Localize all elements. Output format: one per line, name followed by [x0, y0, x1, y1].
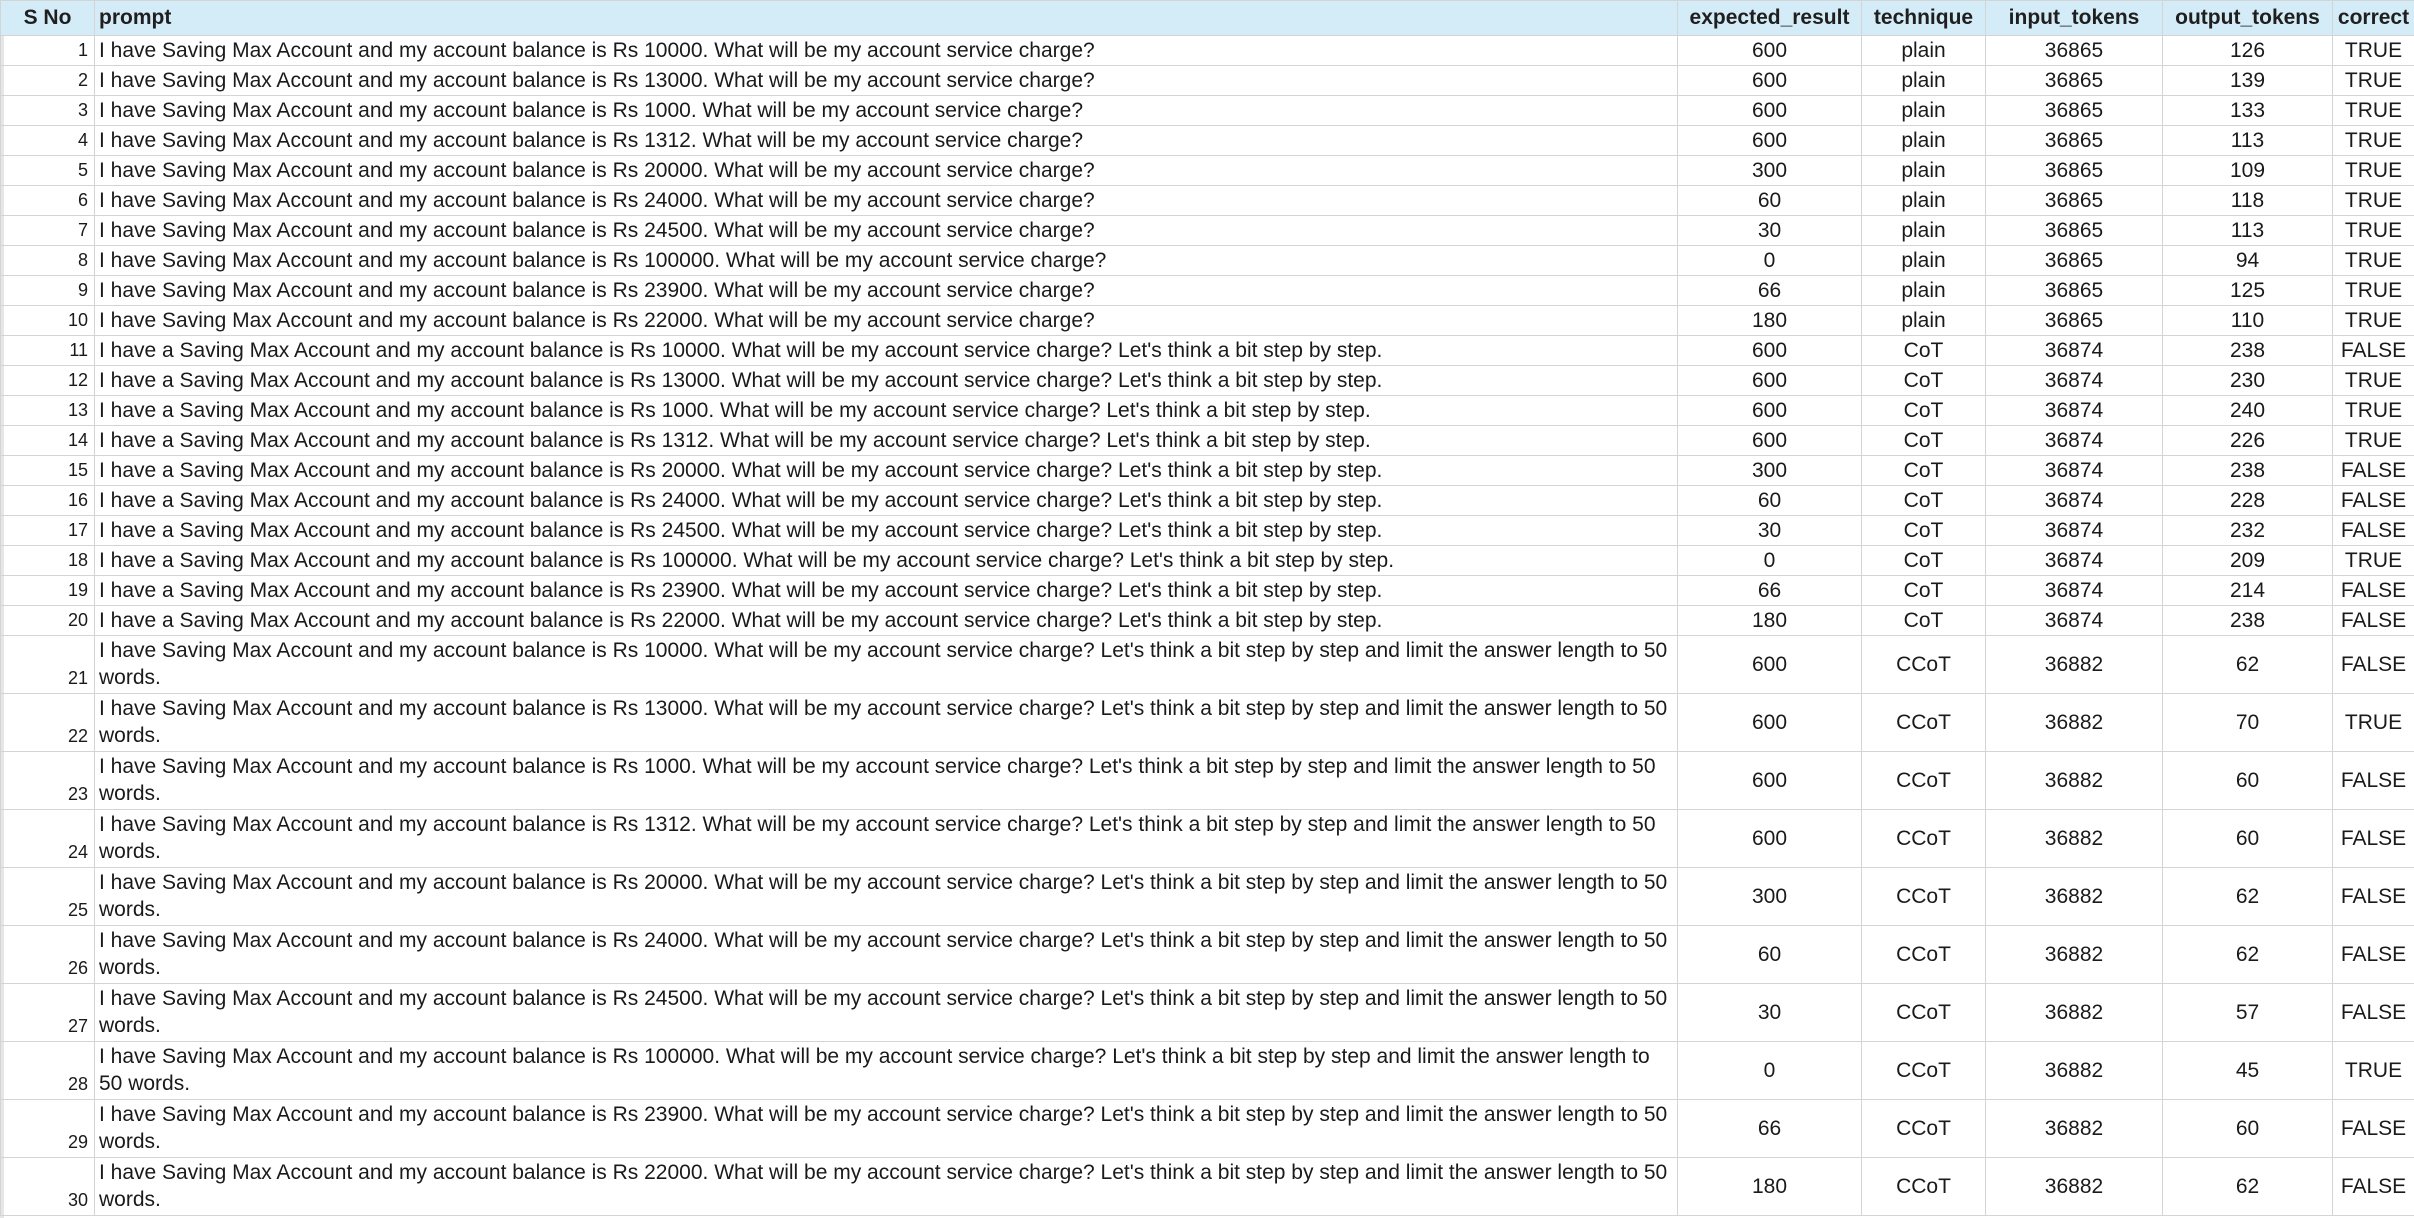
cell-correct[interactable]: FALSE	[2333, 868, 2414, 926]
cell-correct[interactable]: FALSE	[2333, 576, 2414, 606]
cell-prompt[interactable]: I have a Saving Max Account and my account balance is Rs 24500. What will be my account service charge? Let's think a bit step by step.	[95, 516, 1678, 546]
cell-prompt[interactable]: I have a Saving Max Account and my account balance is Rs 1000. What will be my account service charge? Let's think a bit step by step.	[95, 396, 1678, 426]
cell-sno[interactable]: 3	[1, 96, 95, 126]
cell-prompt[interactable]: I have Saving Max Account and my account balance is Rs 24500. What will be my account service charge?	[95, 216, 1678, 246]
cell-prompt[interactable]: I have Saving Max Account and my account balance is Rs 13000. What will be my account service charge? Let's think a bit step by step and limit the answer length to 50 words.	[95, 694, 1678, 752]
cell-sno[interactable]: 10	[1, 306, 95, 336]
table-row	[1, 606, 2414, 636]
cell-technique[interactable]: CoT	[1862, 486, 1986, 516]
cell-output-tokens[interactable]: 94	[2163, 246, 2333, 276]
table-row	[1, 1100, 2414, 1158]
cell-expected-result[interactable]: 60	[1678, 486, 1862, 516]
table-row	[1, 276, 2414, 306]
cell-correct[interactable]: FALSE	[2333, 336, 2414, 366]
cell-correct[interactable]: FALSE	[2333, 606, 2414, 636]
cell-output-tokens[interactable]: 238	[2163, 336, 2333, 366]
cell-expected-result[interactable]: 600	[1678, 694, 1862, 752]
cell-sno[interactable]: 29	[1, 1100, 95, 1158]
cell-input-tokens[interactable]: 36874	[1986, 336, 2163, 366]
table-row	[1, 216, 2414, 246]
cell-technique[interactable]: plain	[1862, 36, 1986, 66]
cell-correct[interactable]: FALSE	[2333, 636, 2414, 694]
cell-output-tokens[interactable]: 238	[2163, 456, 2333, 486]
cell-input-tokens[interactable]: 36882	[1986, 868, 2163, 926]
cell-prompt[interactable]: I have a Saving Max Account and my account balance is Rs 1312. What will be my account service charge? Let's think a bit step by step.	[95, 426, 1678, 456]
cell-sno[interactable]: 12	[1, 366, 95, 396]
cell-input-tokens[interactable]: 36865	[1986, 156, 2163, 186]
cell-expected-result[interactable]: 300	[1678, 156, 1862, 186]
cell-sno[interactable]: 14	[1, 426, 95, 456]
cell-output-tokens[interactable]: 214	[2163, 576, 2333, 606]
header-row	[1, 1, 2414, 36]
table-row	[1, 186, 2414, 216]
cell-sno[interactable]: 5	[1, 156, 95, 186]
cell-output-tokens[interactable]: 57	[2163, 984, 2333, 1042]
cell-sno[interactable]: 11	[1, 336, 95, 366]
cell-expected-result[interactable]: 600	[1678, 336, 1862, 366]
table-row	[1, 576, 2414, 606]
cell-expected-result[interactable]: 0	[1678, 246, 1862, 276]
cell-correct[interactable]: TRUE	[2333, 426, 2414, 456]
cell-input-tokens[interactable]: 36882	[1986, 1158, 2163, 1216]
cell-expected-result[interactable]: 300	[1678, 868, 1862, 926]
cell-input-tokens[interactable]: 36882	[1986, 810, 2163, 868]
cell-technique[interactable]: plain	[1862, 156, 1986, 186]
cell-input-tokens[interactable]: 36882	[1986, 984, 2163, 1042]
cell-sno[interactable]: 22	[1, 694, 95, 752]
cell-correct[interactable]: TRUE	[2333, 216, 2414, 246]
table-row	[1, 926, 2414, 984]
cell-technique[interactable]: plain	[1862, 306, 1986, 336]
cell-sno[interactable]: 19	[1, 576, 95, 606]
cell-technique[interactable]: plain	[1862, 126, 1986, 156]
cell-technique[interactable]: CoT	[1862, 366, 1986, 396]
cell-prompt[interactable]: I have Saving Max Account and my account balance is Rs 24500. What will be my account service charge? Let's think a bit step by step and limit the answer length to 50 words.	[95, 984, 1678, 1042]
cell-prompt[interactable]: I have a Saving Max Account and my account balance is Rs 100000. What will be my account service charge? Let's think a bit step by step.	[95, 546, 1678, 576]
cell-input-tokens[interactable]: 36874	[1986, 456, 2163, 486]
table-row	[1, 810, 2414, 868]
cell-technique[interactable]: plain	[1862, 96, 1986, 126]
cell-correct[interactable]: TRUE	[2333, 694, 2414, 752]
cell-input-tokens[interactable]: 36865	[1986, 126, 2163, 156]
cell-prompt[interactable]: I have Saving Max Account and my account balance is Rs 22000. What will be my account service charge? Let's think a bit step by step and limit the answer length to 50 words.	[95, 1158, 1678, 1216]
cell-expected-result[interactable]: 60	[1678, 186, 1862, 216]
cell-prompt[interactable]: I have Saving Max Account and my account balance is Rs 10000. What will be my account service charge?	[95, 36, 1678, 66]
cell-prompt[interactable]: I have Saving Max Account and my account balance is Rs 1312. What will be my account service charge? Let's think a bit step by step and limit the answer length to 50 words.	[95, 810, 1678, 868]
cell-input-tokens[interactable]: 36874	[1986, 606, 2163, 636]
header-cell-sno[interactable]: S No	[1, 1, 95, 36]
cell-prompt[interactable]: I have a Saving Max Account and my account balance is Rs 24000. What will be my account service charge? Let's think a bit step by step.	[95, 486, 1678, 516]
cell-input-tokens[interactable]: 36865	[1986, 186, 2163, 216]
cell-correct[interactable]: TRUE	[2333, 36, 2414, 66]
header-cell-technique[interactable]: technique	[1862, 1, 1986, 36]
cell-correct[interactable]: TRUE	[2333, 276, 2414, 306]
cell-input-tokens[interactable]: 36874	[1986, 426, 2163, 456]
cell-correct[interactable]: FALSE	[2333, 486, 2414, 516]
cell-input-tokens[interactable]: 36882	[1986, 752, 2163, 810]
header-cell-expected-result[interactable]: expected_result	[1678, 1, 1862, 36]
cell-input-tokens[interactable]: 36882	[1986, 926, 2163, 984]
cell-output-tokens[interactable]: 118	[2163, 186, 2333, 216]
cell-input-tokens[interactable]: 36865	[1986, 36, 2163, 66]
header-cell-prompt[interactable]: prompt	[95, 1, 1678, 36]
table-row	[1, 426, 2414, 456]
cell-correct[interactable]: TRUE	[2333, 186, 2414, 216]
cell-expected-result[interactable]: 60	[1678, 926, 1862, 984]
cell-output-tokens[interactable]: 125	[2163, 276, 2333, 306]
table-row	[1, 96, 2414, 126]
table-row	[1, 516, 2414, 546]
cell-expected-result[interactable]: 66	[1678, 576, 1862, 606]
cell-correct[interactable]: TRUE	[2333, 96, 2414, 126]
cell-technique[interactable]: CoT	[1862, 606, 1986, 636]
cell-correct[interactable]: TRUE	[2333, 306, 2414, 336]
cell-expected-result[interactable]: 600	[1678, 36, 1862, 66]
cell-sno[interactable]: 17	[1, 516, 95, 546]
cell-expected-result[interactable]: 300	[1678, 456, 1862, 486]
cell-technique[interactable]: CCoT	[1862, 694, 1986, 752]
cell-technique[interactable]: CCoT	[1862, 868, 1986, 926]
cell-correct[interactable]: FALSE	[2333, 926, 2414, 984]
table-row	[1, 1042, 2414, 1100]
table-row	[1, 868, 2414, 926]
cell-output-tokens[interactable]: 209	[2163, 546, 2333, 576]
cell-correct[interactable]: FALSE	[2333, 984, 2414, 1042]
cell-expected-result[interactable]: 66	[1678, 1100, 1862, 1158]
cell-prompt[interactable]: I have a Saving Max Account and my account balance is Rs 10000. What will be my account service charge? Let's think a bit step by step.	[95, 336, 1678, 366]
header-cell-correct[interactable]: correct	[2333, 1, 2414, 36]
table-row	[1, 156, 2414, 186]
cell-sno[interactable]: 30	[1, 1158, 95, 1216]
cell-expected-result[interactable]: 600	[1678, 636, 1862, 694]
cell-correct[interactable]: TRUE	[2333, 396, 2414, 426]
table-row	[1, 246, 2414, 276]
cell-technique[interactable]: plain	[1862, 276, 1986, 306]
cell-correct[interactable]: TRUE	[2333, 1042, 2414, 1100]
cell-input-tokens[interactable]: 36865	[1986, 276, 2163, 306]
cell-expected-result[interactable]: 600	[1678, 366, 1862, 396]
cell-input-tokens[interactable]: 36865	[1986, 306, 2163, 336]
cell-expected-result[interactable]: 180	[1678, 1158, 1862, 1216]
cell-correct[interactable]: TRUE	[2333, 156, 2414, 186]
table-body	[1, 36, 2414, 1216]
cell-expected-result[interactable]: 600	[1678, 96, 1862, 126]
cell-correct[interactable]: TRUE	[2333, 246, 2414, 276]
cell-input-tokens[interactable]: 36865	[1986, 96, 2163, 126]
cell-output-tokens[interactable]: 109	[2163, 156, 2333, 186]
table-row	[1, 694, 2414, 752]
cell-sno[interactable]: 2	[1, 66, 95, 96]
table-row	[1, 752, 2414, 810]
cell-correct[interactable]: FALSE	[2333, 1100, 2414, 1158]
cell-technique[interactable]: plain	[1862, 186, 1986, 216]
cell-output-tokens[interactable]: 228	[2163, 486, 2333, 516]
cell-technique[interactable]: plain	[1862, 216, 1986, 246]
cell-correct[interactable]: FALSE	[2333, 1158, 2414, 1216]
cell-prompt[interactable]: I have Saving Max Account and my account balance is Rs 24000. What will be my account service charge? Let's think a bit step by step and limit the answer length to 50 words.	[95, 926, 1678, 984]
cell-prompt[interactable]: I have Saving Max Account and my account balance is Rs 100000. What will be my account service charge? Let's think a bit step by step and limit the answer length to 50 words.	[95, 1042, 1678, 1100]
cell-output-tokens[interactable]: 60	[2163, 810, 2333, 868]
table-row	[1, 636, 2414, 694]
cell-sno[interactable]: 18	[1, 546, 95, 576]
cell-input-tokens[interactable]: 36882	[1986, 636, 2163, 694]
cell-output-tokens[interactable]: 62	[2163, 1158, 2333, 1216]
cell-output-tokens[interactable]: 113	[2163, 216, 2333, 246]
cell-prompt[interactable]: I have a Saving Max Account and my account balance is Rs 13000. What will be my account service charge? Let's think a bit step by step.	[95, 366, 1678, 396]
cell-prompt[interactable]: I have Saving Max Account and my account balance is Rs 100000. What will be my account service charge?	[95, 246, 1678, 276]
cell-prompt[interactable]: I have Saving Max Account and my account balance is Rs 23900. What will be my account service charge?	[95, 276, 1678, 306]
table-row	[1, 984, 2414, 1042]
cell-output-tokens[interactable]: 60	[2163, 1100, 2333, 1158]
cell-sno[interactable]: 4	[1, 126, 95, 156]
table-row	[1, 486, 2414, 516]
cell-technique[interactable]: CCoT	[1862, 1042, 1986, 1100]
cell-output-tokens[interactable]: 139	[2163, 66, 2333, 96]
cell-sno[interactable]: 23	[1, 752, 95, 810]
cell-sno[interactable]: 6	[1, 186, 95, 216]
cell-input-tokens[interactable]: 36874	[1986, 516, 2163, 546]
cell-expected-result[interactable]: 180	[1678, 606, 1862, 636]
cell-expected-result[interactable]: 600	[1678, 66, 1862, 96]
cell-input-tokens[interactable]: 36865	[1986, 66, 2163, 96]
cell-technique[interactable]: CoT	[1862, 546, 1986, 576]
cell-prompt[interactable]: I have Saving Max Account and my account balance is Rs 13000. What will be my account service charge?	[95, 66, 1678, 96]
cell-correct[interactable]: FALSE	[2333, 456, 2414, 486]
cell-output-tokens[interactable]: 238	[2163, 606, 2333, 636]
cell-correct[interactable]: FALSE	[2333, 516, 2414, 546]
cell-sno[interactable]: 13	[1, 396, 95, 426]
cell-technique[interactable]: CoT	[1862, 336, 1986, 366]
header-cell-input-tokens[interactable]: input_tokens	[1986, 1, 2163, 36]
table-row	[1, 1158, 2414, 1216]
table-row	[1, 306, 2414, 336]
cell-correct[interactable]: FALSE	[2333, 752, 2414, 810]
cell-technique[interactable]: plain	[1862, 66, 1986, 96]
cell-input-tokens[interactable]: 36874	[1986, 576, 2163, 606]
cell-correct[interactable]: TRUE	[2333, 66, 2414, 96]
cell-expected-result[interactable]: 30	[1678, 216, 1862, 246]
cell-output-tokens[interactable]: 230	[2163, 366, 2333, 396]
cell-input-tokens[interactable]: 36874	[1986, 396, 2163, 426]
table-row	[1, 66, 2414, 96]
cell-input-tokens[interactable]: 36882	[1986, 1100, 2163, 1158]
cell-prompt[interactable]: I have Saving Max Account and my account balance is Rs 10000. What will be my account service charge? Let's think a bit step by step and limit the answer length to 50 words.	[95, 636, 1678, 694]
cell-sno[interactable]: 26	[1, 926, 95, 984]
cell-technique[interactable]: CCoT	[1862, 984, 1986, 1042]
cell-prompt[interactable]: I have a Saving Max Account and my account balance is Rs 23900. What will be my account service charge? Let's think a bit step by step.	[95, 576, 1678, 606]
cell-input-tokens[interactable]: 36874	[1986, 366, 2163, 396]
table-row	[1, 126, 2414, 156]
cell-sno[interactable]: 15	[1, 456, 95, 486]
cell-technique[interactable]: CoT	[1862, 426, 1986, 456]
cell-sno[interactable]: 16	[1, 486, 95, 516]
cell-input-tokens[interactable]: 36874	[1986, 546, 2163, 576]
cell-expected-result[interactable]: 0	[1678, 546, 1862, 576]
cell-output-tokens[interactable]: 62	[2163, 636, 2333, 694]
cell-correct[interactable]: TRUE	[2333, 546, 2414, 576]
cell-input-tokens[interactable]: 36865	[1986, 216, 2163, 246]
cell-technique[interactable]: CCoT	[1862, 810, 1986, 868]
cell-sno[interactable]: 9	[1, 276, 95, 306]
table-row	[1, 336, 2414, 366]
cell-technique[interactable]: CoT	[1862, 576, 1986, 606]
cell-sno[interactable]: 1	[1, 36, 95, 66]
cell-input-tokens[interactable]: 36882	[1986, 1042, 2163, 1100]
cell-sno[interactable]: 28	[1, 1042, 95, 1100]
cell-technique[interactable]: CoT	[1862, 456, 1986, 486]
cell-input-tokens[interactable]: 36882	[1986, 694, 2163, 752]
cell-sno[interactable]: 21	[1, 636, 95, 694]
cell-sno[interactable]: 7	[1, 216, 95, 246]
cell-technique[interactable]: CCoT	[1862, 636, 1986, 694]
cell-technique[interactable]: CoT	[1862, 396, 1986, 426]
cell-prompt[interactable]: I have Saving Max Account and my account balance is Rs 1000. What will be my account service charge?	[95, 96, 1678, 126]
cell-expected-result[interactable]: 600	[1678, 426, 1862, 456]
cell-correct[interactable]: FALSE	[2333, 810, 2414, 868]
cell-sno[interactable]: 24	[1, 810, 95, 868]
cell-output-tokens[interactable]: 110	[2163, 306, 2333, 336]
cell-prompt[interactable]: I have Saving Max Account and my account balance is Rs 23900. What will be my account service charge? Let's think a bit step by step and limit the answer length to 50 words.	[95, 1100, 1678, 1158]
cell-prompt[interactable]: I have Saving Max Account and my account balance is Rs 24000. What will be my account service charge?	[95, 186, 1678, 216]
cell-technique[interactable]: CCoT	[1862, 752, 1986, 810]
cell-sno[interactable]: 20	[1, 606, 95, 636]
cell-technique[interactable]: plain	[1862, 246, 1986, 276]
cell-input-tokens[interactable]: 36865	[1986, 246, 2163, 276]
cell-correct[interactable]: TRUE	[2333, 366, 2414, 396]
cell-sno[interactable]: 25	[1, 868, 95, 926]
cell-prompt[interactable]: I have Saving Max Account and my account balance is Rs 1000. What will be my account service charge? Let's think a bit step by step and limit the answer length to 50 words.	[95, 752, 1678, 810]
cell-technique[interactable]: CCoT	[1862, 926, 1986, 984]
cell-output-tokens[interactable]: 62	[2163, 868, 2333, 926]
cell-output-tokens[interactable]: 226	[2163, 426, 2333, 456]
cell-output-tokens[interactable]: 60	[2163, 752, 2333, 810]
cell-expected-result[interactable]: 180	[1678, 306, 1862, 336]
table-row	[1, 546, 2414, 576]
cell-expected-result[interactable]: 30	[1678, 984, 1862, 1042]
cell-prompt[interactable]: I have Saving Max Account and my account balance is Rs 20000. What will be my account service charge? Let's think a bit step by step and limit the answer length to 50 words.	[95, 868, 1678, 926]
cell-prompt[interactable]: I have Saving Max Account and my account balance is Rs 20000. What will be my account service charge?	[95, 156, 1678, 186]
cell-prompt[interactable]: I have Saving Max Account and my account balance is Rs 22000. What will be my account service charge?	[95, 306, 1678, 336]
cell-prompt[interactable]: I have Saving Max Account and my account balance is Rs 1312. What will be my account service charge?	[95, 126, 1678, 156]
cell-sno[interactable]: 27	[1, 984, 95, 1042]
cell-expected-result[interactable]: 66	[1678, 276, 1862, 306]
table-row	[1, 456, 2414, 486]
table-row	[1, 36, 2414, 66]
cell-output-tokens[interactable]: 133	[2163, 96, 2333, 126]
cell-expected-result[interactable]: 600	[1678, 810, 1862, 868]
cell-correct[interactable]: TRUE	[2333, 126, 2414, 156]
cell-output-tokens[interactable]: 126	[2163, 36, 2333, 66]
cell-expected-result[interactable]: 600	[1678, 752, 1862, 810]
cell-output-tokens[interactable]: 70	[2163, 694, 2333, 752]
cell-expected-result[interactable]: 0	[1678, 1042, 1862, 1100]
cell-input-tokens[interactable]: 36874	[1986, 486, 2163, 516]
cell-sno[interactable]: 8	[1, 246, 95, 276]
cell-technique[interactable]: CCoT	[1862, 1158, 1986, 1216]
cell-prompt[interactable]: I have a Saving Max Account and my account balance is Rs 22000. What will be my account service charge? Let's think a bit step by step.	[95, 606, 1678, 636]
cell-technique[interactable]: CoT	[1862, 516, 1986, 546]
cell-output-tokens[interactable]: 45	[2163, 1042, 2333, 1100]
cell-expected-result[interactable]: 600	[1678, 126, 1862, 156]
table-row	[1, 366, 2414, 396]
header-cell-output-tokens[interactable]: output_tokens	[2163, 1, 2333, 36]
cell-output-tokens[interactable]: 62	[2163, 926, 2333, 984]
cell-technique[interactable]: CCoT	[1862, 1100, 1986, 1158]
cell-expected-result[interactable]: 600	[1678, 396, 1862, 426]
cell-expected-result[interactable]: 30	[1678, 516, 1862, 546]
cell-output-tokens[interactable]: 232	[2163, 516, 2333, 546]
table-row	[1, 396, 2414, 426]
cell-output-tokens[interactable]: 113	[2163, 126, 2333, 156]
cell-output-tokens[interactable]: 240	[2163, 396, 2333, 426]
cell-prompt[interactable]: I have a Saving Max Account and my account balance is Rs 20000. What will be my account service charge? Let's think a bit step by step.	[95, 456, 1678, 486]
